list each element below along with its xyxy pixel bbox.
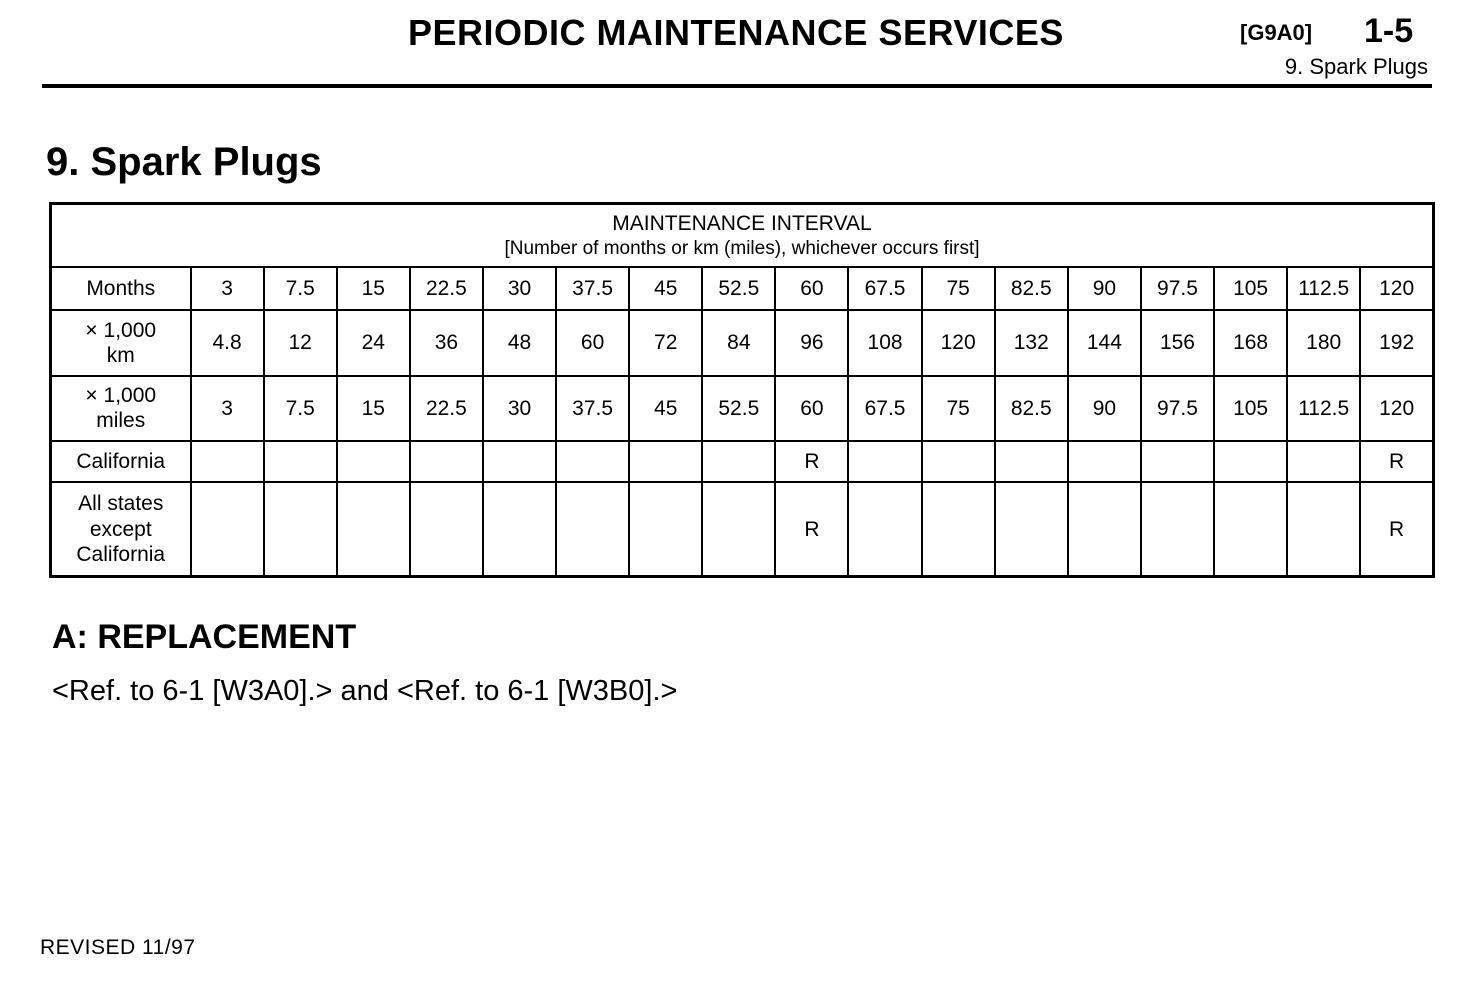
table-cell <box>483 482 556 576</box>
table-cell <box>410 482 483 576</box>
table-cell: 52.5 <box>702 267 775 310</box>
table-cell <box>264 441 337 482</box>
table-cell: 112.5 <box>1287 267 1360 310</box>
table-cell: 180 <box>1287 310 1360 376</box>
table-cell <box>1141 482 1214 576</box>
table-cell: 30 <box>483 267 556 310</box>
table-row-miles <box>51 376 1434 442</box>
table-cell <box>191 441 264 482</box>
table-cell <box>337 482 410 576</box>
row-label-line: × 1,000 <box>85 318 157 342</box>
row-label-km <box>51 310 191 376</box>
row-label-line: × 1,000 <box>85 384 157 408</box>
table-cell: 4.8 <box>191 310 264 376</box>
table-cell: 22.5 <box>410 267 483 310</box>
page-header-subtitle: 9. Spark Plugs <box>1284 54 1428 79</box>
table-cell: 97.5 <box>1141 376 1214 442</box>
row-label-line: All states <box>78 492 164 516</box>
row-label-line: miles <box>96 409 146 433</box>
table-cell: 82.5 <box>995 376 1068 442</box>
table-cell <box>556 482 629 576</box>
table-cell: 105 <box>1214 267 1287 310</box>
row-label-line: except <box>89 517 152 541</box>
table-cell: 97.5 <box>1141 267 1214 310</box>
table-cell <box>1068 441 1141 482</box>
table-cell: 90 <box>1068 376 1141 442</box>
page-code: [G9A0] <box>1240 20 1313 45</box>
table-cell: 144 <box>1068 310 1141 376</box>
table-cell: 75 <box>922 267 995 310</box>
table-row-km <box>51 310 1434 376</box>
table-cell <box>629 482 702 576</box>
table-cell: 67.5 <box>848 376 921 442</box>
table-cell: 105 <box>1214 376 1287 442</box>
table-cell <box>1214 482 1287 576</box>
table-caption-title: MAINTENANCE INTERVAL <box>612 211 872 235</box>
table-cell: 120 <box>1360 376 1433 442</box>
table-cell: 120 <box>922 310 995 376</box>
table-cell <box>848 482 921 576</box>
table-cell <box>556 441 629 482</box>
table-cell: 132 <box>995 310 1068 376</box>
table-cell: 60 <box>775 376 848 442</box>
table-cell <box>1214 441 1287 482</box>
table-cell: 67.5 <box>848 267 921 310</box>
table-caption <box>51 204 1434 268</box>
table-cell <box>1068 482 1141 576</box>
table-cell <box>191 482 264 576</box>
table-cell <box>702 482 775 576</box>
table-cell <box>629 441 702 482</box>
table-cell <box>922 482 995 576</box>
section-title: 9. Spark Plugs <box>46 140 322 184</box>
table-cell: 60 <box>556 310 629 376</box>
table-cell: 7.5 <box>264 376 337 442</box>
table-cell: 22.5 <box>410 376 483 442</box>
table-cell: 75 <box>922 376 995 442</box>
row-label-line: California <box>76 542 166 566</box>
row-label-california: California <box>51 441 191 482</box>
table-cell: 3 <box>191 267 264 310</box>
row-label-miles <box>51 376 191 442</box>
table-cell <box>410 441 483 482</box>
table-cell: 72 <box>629 310 702 376</box>
table-cell: 84 <box>702 310 775 376</box>
table-cell <box>995 441 1068 482</box>
table-cell: 192 <box>1360 310 1433 376</box>
table-cell: 168 <box>1214 310 1287 376</box>
page-number: 1-5 <box>1364 12 1414 50</box>
table-cell: 36 <box>410 310 483 376</box>
table-cell: 60 <box>775 267 848 310</box>
table-cell: 156 <box>1141 310 1214 376</box>
table-cell <box>264 482 337 576</box>
table-cell: 15 <box>337 376 410 442</box>
table-row-california <box>51 441 1434 482</box>
table-row-months <box>51 267 1434 310</box>
table-cell <box>995 482 1068 576</box>
row-label-line: km <box>106 343 135 367</box>
table-cell: 112.5 <box>1287 376 1360 442</box>
row-label-months: Months <box>51 267 191 310</box>
table-cell: 37.5 <box>556 267 629 310</box>
table-cell: 90 <box>1068 267 1141 310</box>
table-cell: 96 <box>775 310 848 376</box>
table-cell: 108 <box>848 310 921 376</box>
table-cell: R <box>1360 482 1433 576</box>
table-caption-subtitle: [Number of months or km (miles), whichever occurs first] <box>504 237 980 259</box>
table-caption-row <box>51 204 1434 268</box>
table-cell: 120 <box>1360 267 1433 310</box>
row-label-all-states <box>51 482 191 576</box>
table-cell: 24 <box>337 310 410 376</box>
table-cell <box>702 441 775 482</box>
table-cell <box>337 441 410 482</box>
revision-footer: REVISED 11/97 <box>40 936 196 959</box>
table-cell: 45 <box>629 267 702 310</box>
table-cell: 45 <box>629 376 702 442</box>
table-cell <box>922 441 995 482</box>
header-divider <box>42 84 1432 88</box>
table-cell: R <box>775 482 848 576</box>
table-cell: 15 <box>337 267 410 310</box>
table-cell: 82.5 <box>995 267 1068 310</box>
table-cell <box>1287 441 1360 482</box>
page-header-title: PERIODIC MAINTENANCE SERVICES <box>408 12 1064 53</box>
table-cell: R <box>775 441 848 482</box>
table-cell: 3 <box>191 376 264 442</box>
table-row-all-states <box>51 482 1434 576</box>
table-cell: 7.5 <box>264 267 337 310</box>
reference-text: <Ref. to 6-1 [W3A0].> and <Ref. to 6-1 [W3B0].> <box>52 675 678 707</box>
table-cell: R <box>1360 441 1433 482</box>
table-cell: 30 <box>483 376 556 442</box>
table-cell <box>848 441 921 482</box>
sub-heading-replacement: A: REPLACEMENT <box>52 618 357 656</box>
table-cell: 37.5 <box>556 376 629 442</box>
table-cell <box>1287 482 1360 576</box>
table-cell: 12 <box>264 310 337 376</box>
table-cell <box>483 441 556 482</box>
maintenance-interval-table <box>49 202 1435 578</box>
table-cell: 48 <box>483 310 556 376</box>
table-cell: 52.5 <box>702 376 775 442</box>
table-cell <box>1141 441 1214 482</box>
